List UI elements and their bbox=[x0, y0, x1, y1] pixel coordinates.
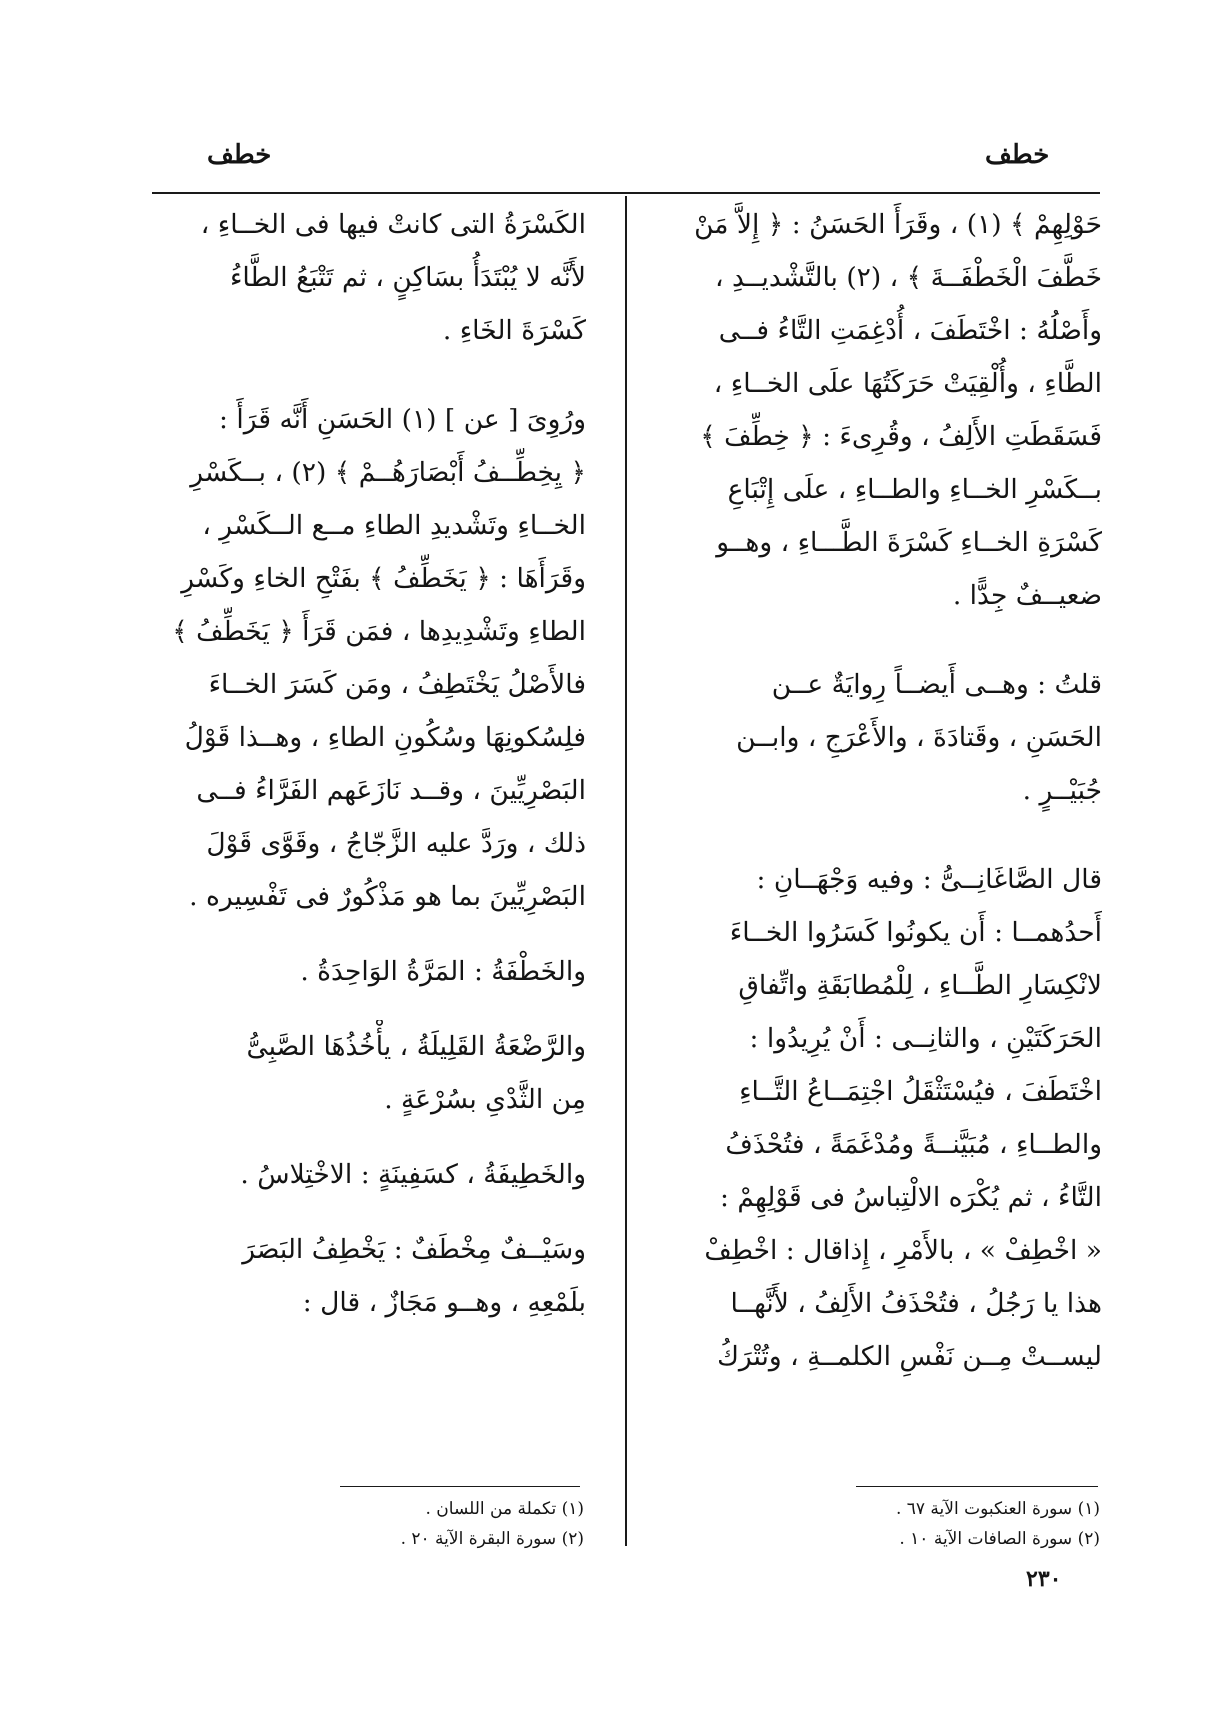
text-line: « اخْطِفْ » ، بالأَمْرِ ، إِذاقال : اخْطِفْ bbox=[704, 1235, 1102, 1266]
text-line: ذلك ، ورَدَّ عليه الزَّجّاجُ ، وقَوَّى قَوْلَ bbox=[206, 828, 586, 859]
text-line: وأَصْلُهُ : اخْتَطَفَ ، أُدْغِمَتِ التَّاءُ فــى bbox=[718, 315, 1102, 346]
paragraph-gap bbox=[152, 1201, 586, 1223]
text-line: التَّاءُ ، ثم يُكْرَه الالْتِباسُ فى قَوْلِهِمْ : bbox=[720, 1182, 1102, 1213]
header-divider bbox=[152, 192, 1100, 194]
text-line: مِن الثَّدْىِ بسُرْعَةٍ . bbox=[384, 1084, 586, 1115]
text-line: لانْكِسَارِ الطَّــاءِ ، لِلْمُطابَقَةِ واتِّفاقِ bbox=[738, 970, 1102, 1001]
text-line: البَصْرِيِّينَ بما هو مَذْكُورٌ فى تَفْسِيره . bbox=[189, 881, 586, 912]
text-line: والرَّضْعَةُ القَلِيلَةُ ، يأْخُذُهَا الصَّبِىُّ bbox=[246, 1031, 586, 1062]
text-line: البَصْرِيِّينَ ، وقــد نَازَعَهم الفَرَّاءُ فــى bbox=[196, 775, 586, 806]
text-line: خَطَّفَ الْخَطْفَــةَ ﴾ ، (٢) بالتَّشْديــدِ ، bbox=[715, 262, 1102, 293]
paragraph-gap bbox=[152, 357, 586, 393]
text-line: الحَسَنِ ، وقَتادَةَ ، والأَعْرَجِ ، وابــن bbox=[736, 722, 1102, 753]
text-line: جُبَيْــرٍ . bbox=[1022, 775, 1102, 806]
text-line: الخــاءِ وتَشْديدِ الطاءِ مــع الــكَسْرِ ، bbox=[202, 510, 586, 541]
paragraph-gap bbox=[666, 622, 1102, 658]
text-line: هذا يا رَجُلُ ، فتُحْذَفُ الأَلِفُ ، لأَنَّهــا bbox=[730, 1288, 1102, 1319]
text-line: وقَرَأَهَا : ﴿ يَخَطِّفُ ﴾ بفَتْحِ الخاءِ وكَسْرِ bbox=[181, 563, 586, 594]
page-number: ٢٣٠ bbox=[1026, 1566, 1062, 1592]
text-line: بلَمْعِهِ ، وهــو مَجَازٌ ، قال : bbox=[302, 1287, 586, 1318]
running-header-left: خطف bbox=[207, 140, 272, 170]
paragraph-gap bbox=[152, 923, 586, 945]
text-line: لأَنَّه لا يُبْتَدَأُ بسَاكِنٍ ، ثم تَتْبَعُ الطَّاءُ bbox=[229, 262, 586, 293]
running-header-right: خطف bbox=[985, 140, 1050, 170]
text-line: فَسَقَطَتِ الأَلِفُ ، وقُرِىءَ : ﴿ خِطِّفَ ﴾ bbox=[700, 421, 1102, 452]
text-line: الحَرَكَتَيْنِ ، والثانِــى : أَنْ يُرِيدُوا : bbox=[749, 1023, 1102, 1054]
text-line: بــكَسْرِ الخــاءِ والطــاءِ ، علَى إِتْبَاعِ bbox=[727, 474, 1102, 505]
text-line: ليســتْ مِــن نَفْسِ الكلمــةِ ، وتُتْرَكُ bbox=[717, 1341, 1102, 1372]
text-line: كَسْرَةِ الخــاءِ كَسْرَةَ الطَّـــاءِ ، وهــو bbox=[716, 527, 1102, 558]
text-line: حَوْلِهِمْ ﴾ (١) ، وقَرَأَ الحَسَنُ : ﴿ إِلاَّ مَنْ bbox=[694, 209, 1102, 240]
text-line: والطــاءِ ، مُبَيَّنــةً ومُدْغَمَةً ، فتُحْذَفُ bbox=[725, 1129, 1102, 1160]
text-line: قال الصَّاغَانِــىُّ : وفيه وَجْهَــانِ : bbox=[756, 864, 1102, 895]
text-line: ورُوِىَ [ عن ] (١) الحَسَنِ أَنَّه قَرَأَ : bbox=[219, 404, 586, 435]
text-line: ضعيــفٌ جِدًّا . bbox=[952, 580, 1102, 611]
text-line: ﴿ يِخِطِّــفُ أَبْصَارَهُــمْ ﴾ (٢) ، بــكَسْرِ bbox=[190, 457, 586, 488]
footnotes-right bbox=[770, 1494, 1100, 1554]
left-text-column bbox=[152, 198, 586, 1329]
right-text-column bbox=[666, 198, 1102, 1383]
text-line: وسَيْــفٌ مِخْطَفٌ : يَخْطِفُ البَصَرَ bbox=[242, 1234, 586, 1265]
text-line: كَسْرَةَ الخَاءِ . bbox=[442, 315, 586, 346]
paragraph-gap bbox=[152, 1126, 586, 1148]
text-line: الطَّاءِ ، وأُلْقِيَتْ حَرَكَتُهَا علَى الخــاءِ ، bbox=[713, 368, 1102, 399]
text-line: الكَسْرَةُ التى كانتْ فيها فى الخــاءِ ، bbox=[200, 209, 586, 240]
footnote: (٢) سورة الصافات الآية ١٠ . bbox=[899, 1529, 1100, 1549]
paragraph-gap bbox=[666, 817, 1102, 853]
text-line: الطاءِ وتَشْدِيدِها ، فمَن قَرَأَ ﴿ يَخَطِّفُ ﴾ bbox=[172, 616, 586, 647]
footnote-divider-right bbox=[856, 1486, 1098, 1487]
text-line: فالأَصْلُ يَخْتَطِفُ ، ومَن كَسَرَ الخــاءَ bbox=[208, 669, 586, 700]
paragraph-gap bbox=[152, 998, 586, 1020]
column-divider bbox=[625, 196, 627, 1546]
footnotes-left bbox=[300, 1494, 584, 1554]
text-line: اخْتَطَفَ ، فيُسْتَثْقَلُ اجْتِمَــاعُ التَّــاءِ bbox=[739, 1076, 1102, 1107]
text-line: قلتُ : وهــى أَيضــاً رِوايَةٌ عــن bbox=[771, 669, 1102, 700]
text-line: والخَطْفَةُ : المَرَّةُ الوَاحِدَةُ . bbox=[300, 956, 586, 987]
footnote-divider-left bbox=[340, 1486, 580, 1487]
footnote: (١) تكملة من اللسان . bbox=[425, 1499, 584, 1519]
footnote: (١) سورة العنكبوت الآية ٦٧ . bbox=[895, 1499, 1100, 1519]
text-line: والخَطِيفَةُ ، كسَفِينَةٍ : الاخْتِلاسُ . bbox=[240, 1159, 586, 1190]
text-line: فلِسُكونِهَا وسُكُونِ الطاءِ ، وهــذا قَوْلُ bbox=[184, 722, 586, 753]
footnote: (٢) سورة البقرة الآية ٢٠ . bbox=[400, 1529, 584, 1549]
text-line: أَحدُهمــا : أَن يكونُوا كَسَرُوا الخــاءَ bbox=[729, 917, 1102, 948]
